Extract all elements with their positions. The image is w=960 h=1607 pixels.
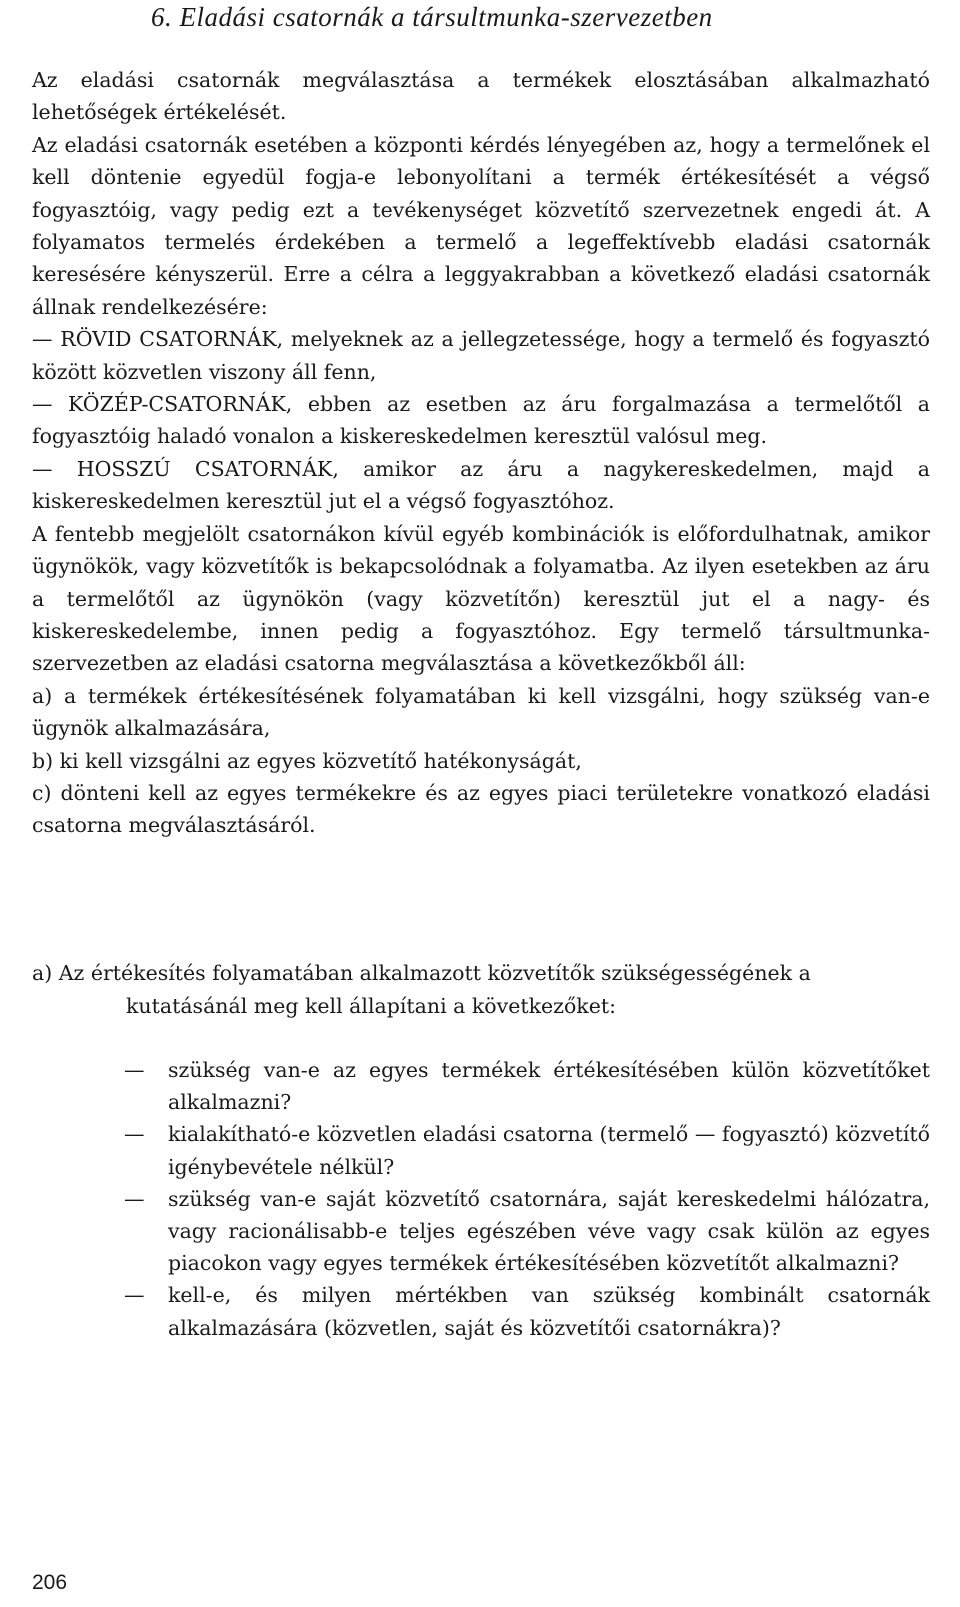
- body-text: [32, 64, 930, 842]
- subsection-a-intro: a) Az értékesítés folyamatában alkalmazott közvetítők szükségességének a kutatásánál meg kell állapítani a következőket:: [32, 961, 811, 1018]
- question-item: [124, 1183, 930, 1280]
- page-number: 206: [32, 1571, 68, 1594]
- question-text: kell-e, és milyen mértékben van szükség kombinált csatornák alkalmazására (közvetlen, saját és közvetítői csatornákra)?: [168, 1283, 930, 1340]
- paragraph: Az eladási csatornák esetében a központi kérdés lényegében az, hogy a termelőnek el kell döntenie egyedül fogja-e lebonyolítani a termék értékesítését a végső fogyasztóig, vagy pedig ezt a tevékenységet közvetítő szervezetnek engedi át. A folyamatos termelés érdekében a termelő a legeffektívebb eladási csatornák keresésére kényszerül. Erre a célra a leggyakrabban a következő eladási csatornák állnak rendelkezésére:: [32, 132, 930, 319]
- question-list: [124, 1054, 930, 1344]
- dash-bullet: —: [124, 1122, 145, 1147]
- section-heading: 6. Eladási csatornák a társultmunka-szervezetben: [151, 2, 713, 32]
- paragraph: Az eladási csatornák megválasztása a termékek elosztásában alkalmazható lehetőségek értékelését.: [32, 68, 930, 125]
- paragraph: A fentebb megjelölt csatornákon kívül egyéb kombinációk is előfordulhatnak, amikor ügynökök, vagy közvetítők is bekapcsolódnak a folyamatba. Az ilyen esetekben az áru a termelőtől az ügynökön (vagy közvetítőn) keresztül jut el a nagy- és kiskereskedelembe, innen pedig a fogyasztóhoz. Egy termelő társultmunka-szervezetben az eladási csatorna megválasztása a következőkből áll:: [32, 521, 930, 676]
- dash-bullet: —: [124, 1186, 145, 1211]
- list-item-c: c) dönteni kell az egyes termékekre és az egyes piaci területekre vonatkozó eladási csatorna megválasztásáról.: [32, 780, 930, 838]
- channel-item-long: — HOSSZÚ CSATORNÁK, amikor az áru a nagykereskedelmen, majd a kiskereskedelmen keresztül jut el a végső fogyasztóhoz.: [32, 456, 930, 514]
- dash-bullet: —: [124, 1283, 145, 1308]
- question-item: [124, 1118, 930, 1182]
- channel-item-short: — RÖVID CSATORNÁK, melyeknek az a jellegzetessége, hogy a termelő és fogyasztó között közvetlen viszony áll fenn,: [32, 327, 930, 384]
- list-item-a: a) a termékek értékesítésének folyamatában ki kell vizsgálni, hogy szükség van-e ügynök alkalmazására,: [32, 683, 930, 741]
- channel-item-middle: — KÖZÉP-CSATORNÁK, ebben az esetben az áru forgalmazása a termelőtől a fogyasztóig haladó vonalon a kiskereskedelmen keresztül valósul meg.: [32, 392, 930, 449]
- question-item: [124, 1054, 930, 1118]
- question-item: [124, 1279, 930, 1343]
- question-text: szükség van-e az egyes termékek értékesítésében külön közvetítőket alkalmazni?: [168, 1058, 930, 1115]
- question-text: kialakítható-e közvetlen eladási csatorna (termelő — fogyasztó) közvetítő igénybevétele nélkül?: [168, 1122, 930, 1179]
- question-text: szükség van-e saját közvetítő csatornára, saját kereskedelmi hálózatra, vagy racionálisabb-e teljes egészében véve vagy csak külön az egyes piacokon vagy egyes termékek értékesítésében közvetítőt alkalmazni?: [168, 1186, 930, 1276]
- subsection-a: [32, 957, 930, 1023]
- list-item-b: b) ki kell vizsgálni az egyes közvetítő hatékonyságát,: [32, 748, 582, 773]
- dash-bullet: —: [124, 1058, 145, 1082]
